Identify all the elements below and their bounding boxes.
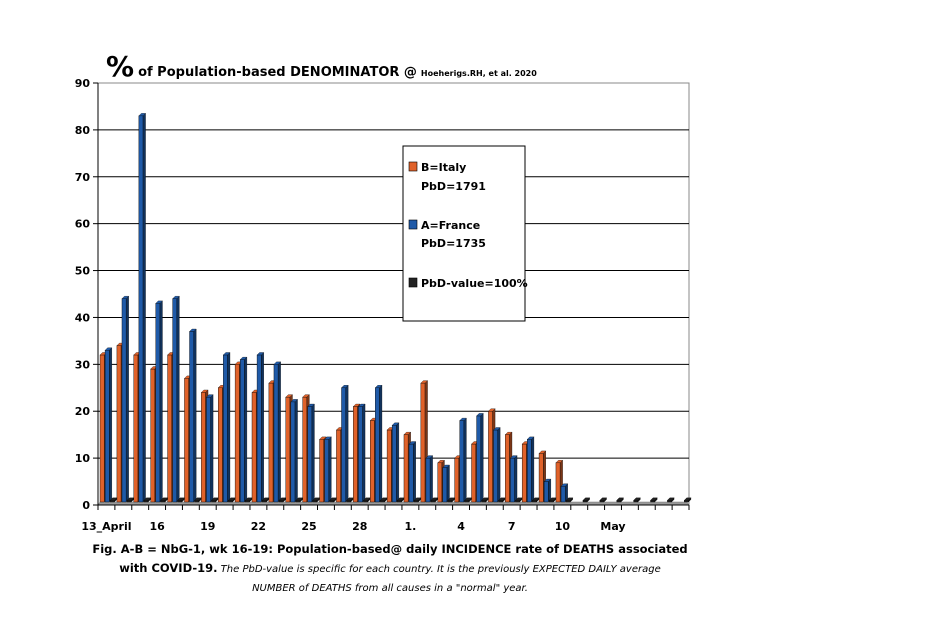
bar bbox=[353, 407, 357, 502]
bar bbox=[510, 458, 514, 502]
x-tick-label: 4 bbox=[457, 520, 465, 533]
bar bbox=[600, 500, 604, 502]
bar-side bbox=[464, 418, 467, 502]
x-tick-label: 7 bbox=[507, 520, 516, 533]
bar bbox=[122, 299, 126, 502]
bar-side bbox=[244, 357, 247, 502]
x-axis bbox=[81, 505, 689, 533]
bar bbox=[617, 500, 621, 502]
bar bbox=[195, 500, 199, 502]
bar bbox=[325, 439, 329, 502]
bar bbox=[438, 463, 442, 502]
bar-side bbox=[211, 395, 214, 502]
x-tick-label: May bbox=[600, 520, 626, 533]
bar bbox=[127, 500, 131, 502]
bar bbox=[505, 435, 509, 502]
bar bbox=[206, 397, 210, 502]
y-tick-label: 40 bbox=[74, 311, 90, 325]
bar-side bbox=[379, 385, 382, 502]
bar-side bbox=[194, 329, 197, 502]
legend-swatch-italy bbox=[409, 162, 417, 171]
chart-title bbox=[106, 50, 537, 83]
y-tick-label: 50 bbox=[74, 264, 90, 278]
legend bbox=[403, 146, 528, 321]
bar bbox=[375, 388, 379, 502]
bar-side bbox=[160, 301, 163, 502]
bar bbox=[556, 463, 560, 502]
caption-line-1: Fig. A-B = NbG-1, wk 16-19: Population-based@ daily INCIDENCE rate of DEATHS associated bbox=[92, 542, 688, 556]
bar bbox=[460, 421, 464, 502]
legend-label-pbd: PbD-value=100% bbox=[421, 277, 528, 290]
bar bbox=[426, 458, 430, 502]
figure-caption bbox=[90, 540, 690, 598]
bar bbox=[262, 500, 266, 502]
legend-label-france: A=France bbox=[421, 219, 481, 232]
legend-sub-france: PbD=1735 bbox=[421, 237, 486, 250]
bar-side bbox=[295, 399, 298, 502]
bar bbox=[100, 355, 104, 502]
bar bbox=[190, 332, 194, 502]
y-tick-label: 10 bbox=[74, 452, 90, 466]
caption-line-2-italic: The PbD-value is specific for each country. It is the previously EXPECTED DAILY average bbox=[217, 564, 661, 575]
bar bbox=[667, 500, 671, 502]
bar bbox=[549, 500, 553, 502]
bar bbox=[532, 500, 536, 502]
bar bbox=[347, 500, 351, 502]
y-tick-label: 90 bbox=[74, 77, 90, 90]
bar bbox=[274, 364, 278, 502]
bar-side bbox=[126, 296, 129, 502]
bar-side bbox=[396, 423, 399, 502]
bar-side bbox=[430, 456, 433, 502]
bar bbox=[168, 355, 172, 502]
y-tick-label: 70 bbox=[74, 170, 90, 184]
bar bbox=[178, 500, 182, 502]
y-tick-label: 30 bbox=[74, 358, 90, 372]
bar bbox=[455, 458, 459, 502]
bar bbox=[291, 402, 295, 502]
bar bbox=[370, 421, 374, 502]
bar bbox=[404, 435, 408, 502]
bar-side bbox=[346, 385, 349, 502]
bar bbox=[156, 303, 160, 502]
bar-side bbox=[143, 113, 146, 502]
bar bbox=[139, 116, 143, 502]
bar bbox=[257, 355, 261, 502]
bar bbox=[414, 500, 418, 502]
x-tick-label: 10 bbox=[554, 520, 571, 533]
bar-side bbox=[447, 465, 450, 502]
title-percent-symbol: % bbox=[106, 50, 135, 83]
bar bbox=[296, 500, 300, 502]
bar bbox=[303, 397, 307, 502]
y-tick-label: 20 bbox=[74, 405, 90, 419]
bar bbox=[561, 486, 565, 502]
title-citation: Hoeherigs.RH, et al. 2020 bbox=[420, 69, 537, 78]
bar bbox=[539, 453, 543, 502]
bar bbox=[448, 500, 452, 502]
bar-side bbox=[227, 352, 230, 502]
bar-side bbox=[278, 362, 281, 502]
bar bbox=[409, 444, 413, 502]
legend-label-italy: B=Italy bbox=[421, 161, 467, 174]
bar bbox=[110, 500, 114, 502]
bar bbox=[634, 500, 638, 502]
bar bbox=[397, 500, 401, 502]
bar-side bbox=[548, 479, 551, 502]
bar bbox=[515, 500, 519, 502]
bar-side bbox=[261, 352, 264, 502]
bar bbox=[443, 467, 447, 502]
bar bbox=[392, 425, 396, 502]
bar bbox=[421, 383, 425, 502]
bar bbox=[583, 500, 587, 502]
bar-side bbox=[481, 413, 484, 502]
bar bbox=[134, 355, 138, 502]
y-tick-label: 0 bbox=[82, 499, 90, 512]
bar-side bbox=[363, 404, 366, 502]
y-axis bbox=[75, 77, 98, 512]
x-tick-label: 22 bbox=[250, 520, 267, 533]
bar bbox=[477, 416, 481, 502]
bar bbox=[330, 500, 334, 502]
bar-side bbox=[109, 348, 112, 502]
bar-side bbox=[177, 296, 180, 502]
bar bbox=[286, 397, 290, 502]
x-tick-label: 16 bbox=[149, 520, 165, 533]
bar bbox=[201, 392, 205, 502]
bar bbox=[105, 350, 109, 502]
bar-side bbox=[413, 442, 416, 502]
title-main: of Population-based DENOMINATOR @ bbox=[138, 65, 417, 80]
bar bbox=[465, 500, 469, 502]
bar bbox=[245, 500, 249, 502]
bar bbox=[117, 346, 121, 502]
bar bbox=[380, 500, 384, 502]
x-tick-label: 25 bbox=[301, 520, 317, 533]
caption-line-3: NUMBER of DEATHS from all causes in a "normal" year. bbox=[252, 583, 528, 594]
bar bbox=[223, 355, 227, 502]
bar bbox=[161, 500, 165, 502]
bar bbox=[269, 383, 273, 502]
bar bbox=[308, 407, 312, 502]
x-tick-label: 13_April bbox=[81, 520, 132, 533]
x-tick-label: 28 bbox=[352, 520, 368, 533]
bar bbox=[341, 388, 345, 502]
bar bbox=[684, 500, 688, 502]
bar bbox=[493, 430, 497, 502]
bar bbox=[228, 500, 232, 502]
bar bbox=[151, 369, 155, 502]
bar bbox=[482, 500, 486, 502]
bar bbox=[144, 500, 148, 502]
bar bbox=[527, 439, 531, 502]
bar-side bbox=[312, 404, 315, 502]
x-tick-label: 1. bbox=[404, 520, 417, 533]
bar bbox=[240, 360, 244, 502]
bar bbox=[279, 500, 283, 502]
bar bbox=[336, 430, 340, 502]
bar bbox=[184, 378, 188, 502]
bar bbox=[522, 444, 526, 502]
bar-side bbox=[515, 456, 518, 502]
bar bbox=[235, 364, 239, 502]
bar bbox=[387, 430, 391, 502]
bar-side bbox=[329, 437, 332, 502]
bar bbox=[211, 500, 215, 502]
bar bbox=[320, 439, 324, 502]
bar-side bbox=[498, 427, 501, 502]
x-tick-label: 19 bbox=[200, 520, 216, 533]
bar bbox=[499, 500, 503, 502]
bar bbox=[173, 299, 177, 502]
bar bbox=[252, 392, 256, 502]
bar bbox=[651, 500, 655, 502]
legend-swatch-france bbox=[409, 220, 417, 229]
bar bbox=[566, 500, 570, 502]
bar bbox=[358, 407, 362, 502]
legend-sub-italy: PbD=1791 bbox=[421, 180, 486, 193]
bar bbox=[363, 500, 367, 502]
bar bbox=[218, 388, 222, 502]
bar-side bbox=[531, 437, 534, 502]
y-tick-label: 60 bbox=[74, 217, 90, 231]
bar bbox=[472, 444, 476, 502]
bar bbox=[313, 500, 317, 502]
caption-line-2-bold: with COVID-19. bbox=[119, 561, 218, 575]
bars bbox=[100, 113, 691, 502]
bar bbox=[488, 411, 492, 502]
legend-swatch-pbd bbox=[409, 278, 417, 287]
y-tick-label: 80 bbox=[74, 123, 90, 137]
bar bbox=[431, 500, 435, 502]
bar bbox=[544, 482, 548, 502]
